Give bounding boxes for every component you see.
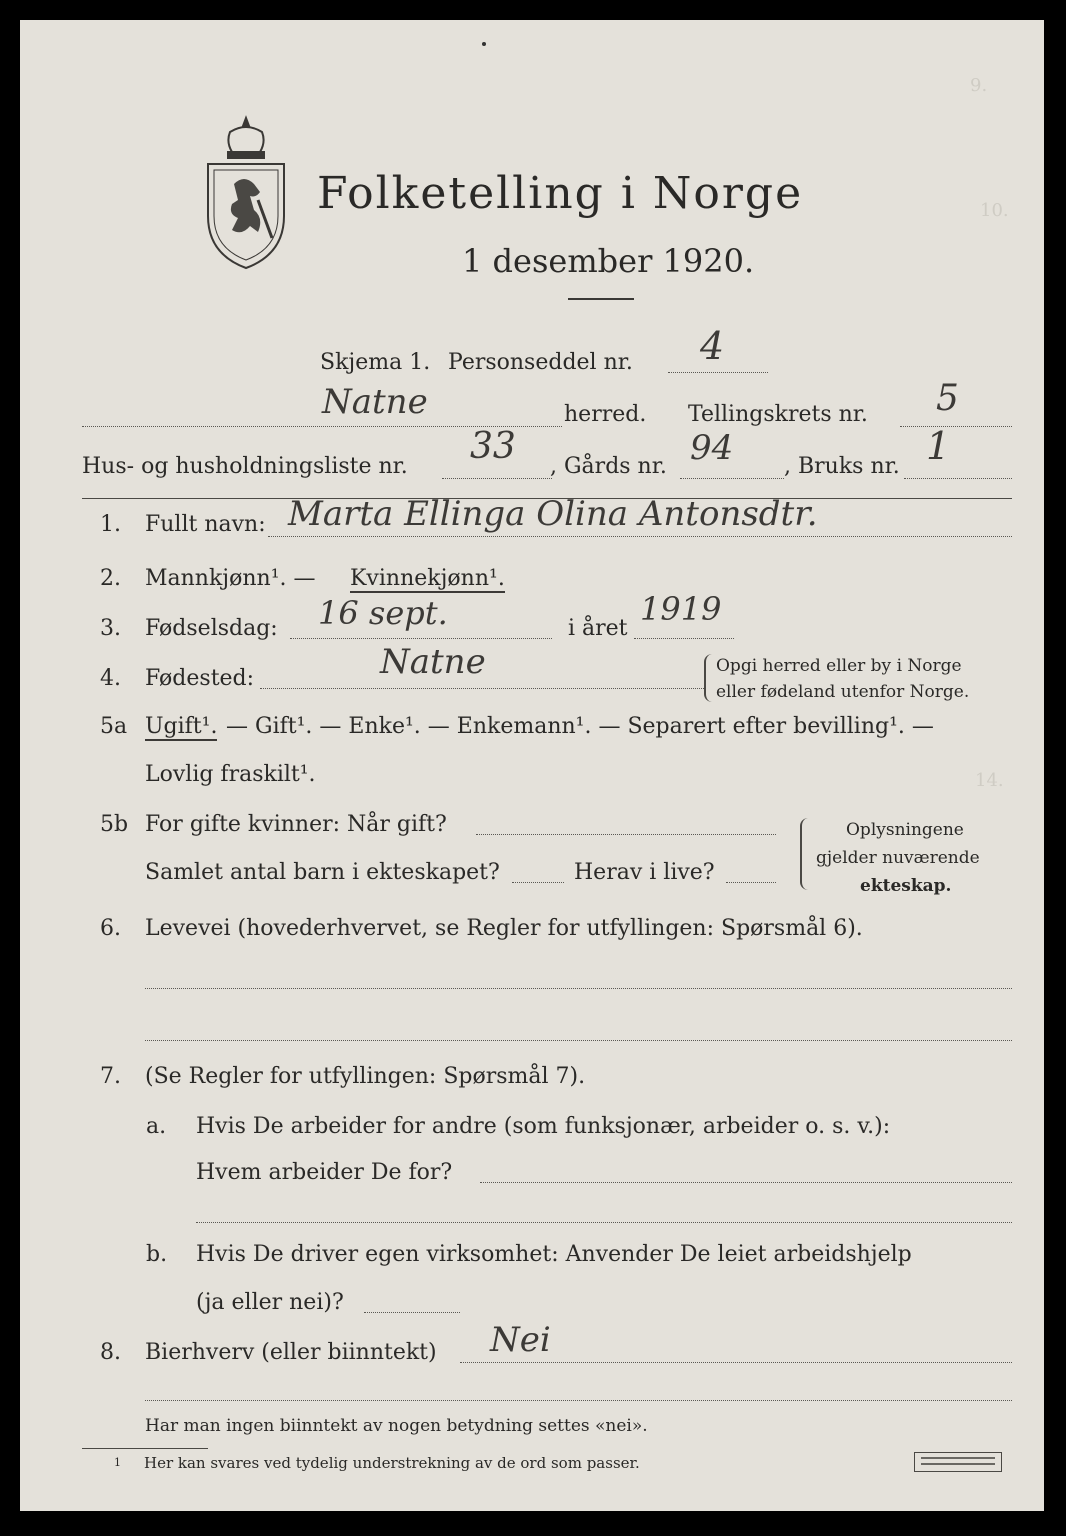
gards-value[interactable]: 94 — [690, 428, 734, 468]
punch-dot — [482, 42, 486, 46]
q1-number: 1. — [100, 512, 121, 537]
q5b-alive-label: Herav i live? — [574, 860, 715, 885]
q5b-married-when-line — [476, 834, 776, 835]
q4-label: Fødested: — [145, 666, 255, 691]
q6-field-line2 — [145, 1040, 1012, 1041]
q7b-number: b. — [146, 1242, 168, 1267]
q4-note-brace — [704, 654, 712, 702]
bruks-value[interactable]: 1 — [926, 424, 951, 468]
q7a-line2-label: Hvem arbeider De for? — [196, 1160, 453, 1185]
q6-label: Levevei (hovederhvervet, se Regler for utfyllingen: Spørsmål 6). — [145, 916, 863, 941]
herred-value[interactable]: Natne — [322, 382, 428, 422]
q5b-note-line1: Oplysningene — [846, 820, 964, 840]
q5a-ugift-option[interactable]: Ugift¹. — [145, 714, 218, 739]
q7b-field-line — [364, 1312, 460, 1313]
tellingskrets-value[interactable]: 5 — [936, 378, 959, 419]
q7a-label: Hvis De arbeider for andre (som funksjonær, arbeider o. s. v.): — [196, 1114, 891, 1139]
q3-year-label: i året — [568, 616, 628, 641]
bleed-through-text: 14. — [975, 770, 1004, 791]
q2-number: 2. — [100, 566, 121, 591]
gards-field-line — [680, 478, 784, 479]
q3-label: Fødselsdag: — [145, 616, 278, 641]
q2-male-option: Mannkjønn¹. — — [145, 566, 316, 591]
q5a-line2: Lovlig fraskilt¹. — [145, 762, 316, 787]
q5b-children-label: Samlet antal barn i ekteskapet? — [145, 860, 500, 885]
q5a-number: 5a — [100, 714, 128, 739]
q7b-line2-label: (ja eller nei)? — [196, 1290, 344, 1315]
q3-number: 3. — [100, 616, 121, 641]
q5b-number: 5b — [100, 812, 129, 837]
q7-label: (Se Regler for utfyllingen: Spørsmål 7). — [145, 1064, 586, 1089]
full-name-value[interactable]: Marta Ellinga Olina Antonsdtr. — [288, 494, 818, 534]
q7a-field-line2 — [196, 1222, 1012, 1223]
q6-number: 6. — [100, 916, 121, 941]
q8-label: Bierhverv (eller biinntekt) — [145, 1340, 437, 1365]
printer-stamp — [914, 1452, 1002, 1472]
personseddel-field-line — [668, 372, 768, 373]
q7a-number: a. — [146, 1114, 167, 1139]
footnote-text: Her kan svares ved tydelig understrekning av de ord som passer. — [144, 1454, 640, 1472]
gards-label: , Gårds nr. — [550, 454, 667, 479]
q5b-alive-line — [726, 882, 776, 883]
hus-value[interactable]: 33 — [470, 426, 516, 467]
q6-field-line1 — [145, 988, 1012, 989]
q4-note-line2: eller fødeland utenfor Norge. — [716, 682, 970, 702]
tellingskrets-label: Tellingskrets nr. — [688, 402, 868, 427]
q8-number: 8. — [100, 1340, 121, 1365]
q8-field-line — [460, 1362, 1012, 1363]
q7-number: 7. — [100, 1064, 121, 1089]
q7a-field-line1 — [480, 1182, 1012, 1183]
footnote-number: 1 — [114, 1456, 121, 1469]
coat-of-arms-icon — [200, 112, 292, 272]
form-title: Folketelling i Norge — [317, 168, 804, 219]
q2-female-option[interactable]: Kvinnekjønn¹. — [350, 566, 505, 591]
personseddel-label: Personseddel nr. — [448, 350, 633, 375]
birthyear-value[interactable]: 1919 — [640, 590, 722, 628]
hus-field-line — [442, 478, 552, 479]
tellingskrets-field-line — [900, 426, 1012, 427]
title-divider — [568, 298, 634, 300]
q8-field-line2 — [145, 1400, 1012, 1401]
q1-label: Fullt navn: — [145, 512, 266, 537]
secondary-income-value[interactable]: Nei — [490, 1320, 551, 1360]
bleed-through-text: 9. — [970, 75, 988, 96]
birthdate-field-line — [290, 638, 552, 639]
q4-note-line1: Opgi herred eller by i Norge — [716, 656, 962, 676]
q1-field-line — [268, 536, 1012, 537]
birthdate-value[interactable]: 16 sept. — [318, 594, 448, 632]
census-date: 1 desember 1920. — [462, 242, 755, 280]
schema-label: Skjema 1. — [320, 350, 431, 375]
q5b-note-line2: gjelder nuværende — [816, 848, 980, 868]
q5b-married-when-label: For gifte kvinner: Når gift? — [145, 812, 447, 837]
q7b-label: Hvis De driver egen virksomhet: Anvender De leiet arbeidshjelp — [196, 1242, 912, 1267]
birthplace-value[interactable]: Natne — [380, 642, 486, 682]
hus-label: Hus- og husholdningsliste nr. — [82, 454, 408, 479]
q5b-children-line — [512, 882, 564, 883]
q5b-note-brace — [800, 818, 810, 890]
census-form — [20, 20, 1044, 1511]
herred-label: herred. — [564, 402, 647, 427]
footnote-divider — [82, 1448, 208, 1449]
q4-number: 4. — [100, 666, 121, 691]
biinntekt-note: Har man ingen biinntekt av nogen betydning settes «nei». — [145, 1416, 648, 1436]
birthyear-field-line — [634, 638, 734, 639]
bruks-label: , Bruks nr. — [784, 454, 900, 479]
bleed-through-text: 10. — [980, 200, 1009, 221]
birthplace-field-line — [260, 688, 706, 689]
q5b-note-line3: ekteskap. — [860, 876, 952, 896]
q5a-other-options: — Gift¹. — Enke¹. — Enkemann¹. — Separert efter bevilling¹. — — [226, 714, 934, 739]
bruks-field-line — [904, 478, 1012, 479]
personseddel-value[interactable]: 4 — [700, 324, 725, 368]
